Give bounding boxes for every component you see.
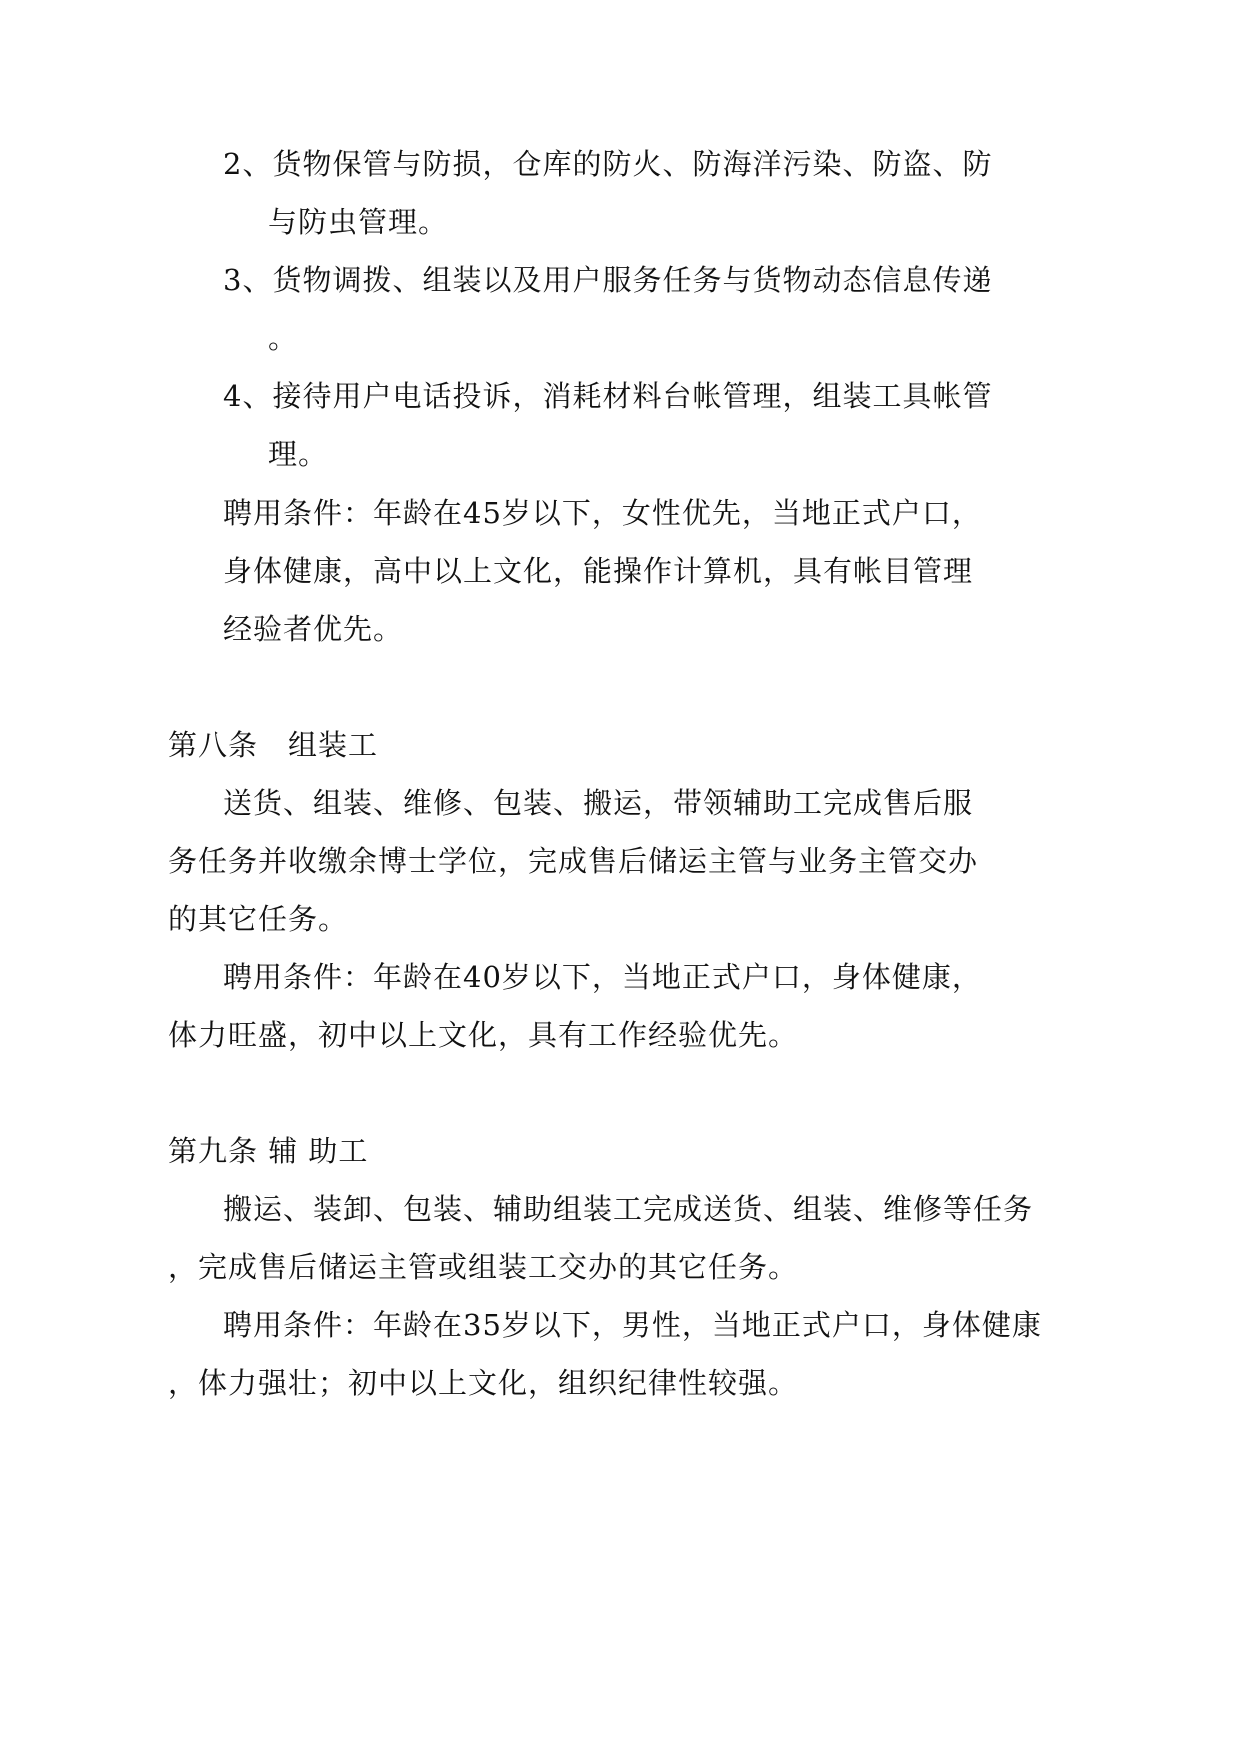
section7-requirements-line-3: 经验者优先。	[223, 612, 404, 646]
section9-duties-line-2: ，完成售后储运主管或组装工交办的其它任务。	[168, 1250, 799, 1284]
section9-heading: 第九条 辅 助工	[168, 1134, 369, 1168]
section9-requirements-line-1: 聘用条件：年龄在35岁以下，男性，当地正式户口，身体健康	[223, 1308, 1042, 1342]
duty-item-3-line-2: 。	[268, 321, 299, 355]
section7-requirements-line-1: 聘用条件：年龄在45岁以下，女性优先，当地正式户口，	[223, 496, 982, 530]
duty-item-2-line-2: 与防虫管理。	[268, 205, 449, 239]
duty-item-3-line-1: 3、货物调拨、组装以及用户服务任务与货物动态信息传递	[223, 263, 993, 297]
duty-item-4-line-2: 理。	[268, 437, 329, 471]
section7-requirements-line-2: 身体健康，高中以上文化，能操作计算机，具有帐目管理	[223, 554, 974, 588]
section8-duties-line-3: 的其它任务。	[168, 902, 349, 936]
section8-heading: 第八条 组装工	[168, 728, 379, 762]
section8-duties-line-1: 送货、组装、维修、包装、搬运，带领辅助工完成售后服	[223, 786, 974, 820]
section8-requirements-line-2: 体力旺盛，初中以上文化，具有工作经验优先。	[168, 1018, 799, 1052]
section8-duties-line-2: 务任务并收缴余博士学位，完成售后储运主管与业务主管交办	[168, 844, 979, 878]
section8-requirements-line-1: 聘用条件：年龄在40岁以下，当地正式户口，身体健康，	[223, 960, 982, 994]
duty-item-2-line-1: 2、货物保管与防损，仓库的防火、防海洋污染、防盗、防	[223, 147, 993, 181]
section9-requirements-line-2: ，体力强壮；初中以上文化，组织纪律性较强。	[168, 1366, 799, 1400]
section9-duties-line-1: 搬运、装卸、包装、辅助组装工完成送货、组装、维修等任务	[223, 1192, 1034, 1226]
duty-item-4-line-1: 4、接待用户电话投诉，消耗材料台帐管理，组装工具帐管	[223, 379, 993, 413]
